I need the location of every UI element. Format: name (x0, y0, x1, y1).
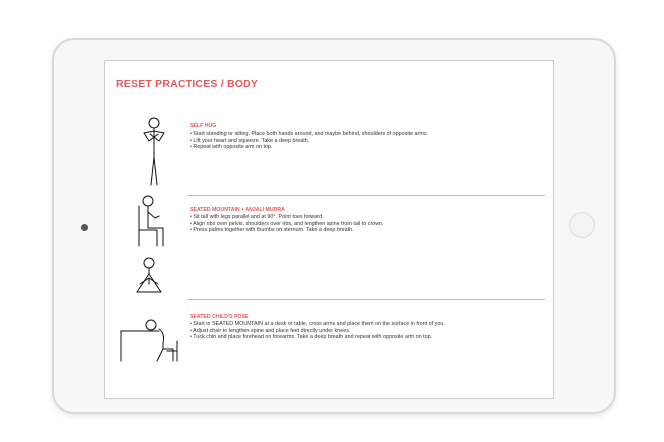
bullet-item: • Start in SEATED MOUNTAIN at a desk or table, cross arms and place them on the surface in front of you. (190, 321, 445, 328)
prayer-hands-figure-icon (134, 256, 164, 296)
bullet-item: • Tuck chin and place forehead on forearms. Take a deep breath and repeat with opposite arm on top. (190, 334, 445, 341)
page-title: RESET PRACTICES / BODY (116, 78, 259, 90)
practice-bullets (190, 321, 445, 341)
practice-bullets (190, 214, 384, 234)
document-screen (104, 60, 554, 399)
section-divider (187, 299, 545, 300)
bullet-item: • Lift your heart and squeeze. Take a deep breath. (190, 138, 428, 145)
bullet-item: • Align ribs over pelvis, shoulders over ribs, and lengthen spine from tail to crown. (190, 221, 384, 228)
practice-heading: SEATED CHILD'S POSE (190, 314, 249, 320)
bullet-item: • Press palms together with thumbs on sternum. Take a deep breath. (190, 227, 384, 234)
practice-bullets (190, 131, 428, 151)
camera-icon (81, 224, 88, 231)
bullet-item: • Repeat with opposite arm on top. (190, 144, 428, 151)
section-divider (187, 195, 545, 196)
bullet-item: • Sit tall with legs parallel and at 90°. Point toes forward. (190, 214, 384, 221)
home-button[interactable] (569, 212, 595, 238)
bullet-item: • Adjust chair to lengthen spine and place feet directly under knees. (190, 328, 445, 335)
seated-figure-icon (133, 194, 173, 252)
desk-rest-figure-icon (119, 319, 181, 363)
tablet-frame (52, 38, 616, 414)
practice-heading: SEATED MOUNTAIN + ANJALI MUDRA (190, 207, 285, 213)
bullet-item: • Start standing or sitting. Place both hands around, and maybe behind, shoulders of opposite arms. (190, 131, 428, 138)
standing-self-hug-figure-icon (141, 117, 167, 187)
practice-heading: SELF HUG (190, 123, 217, 129)
